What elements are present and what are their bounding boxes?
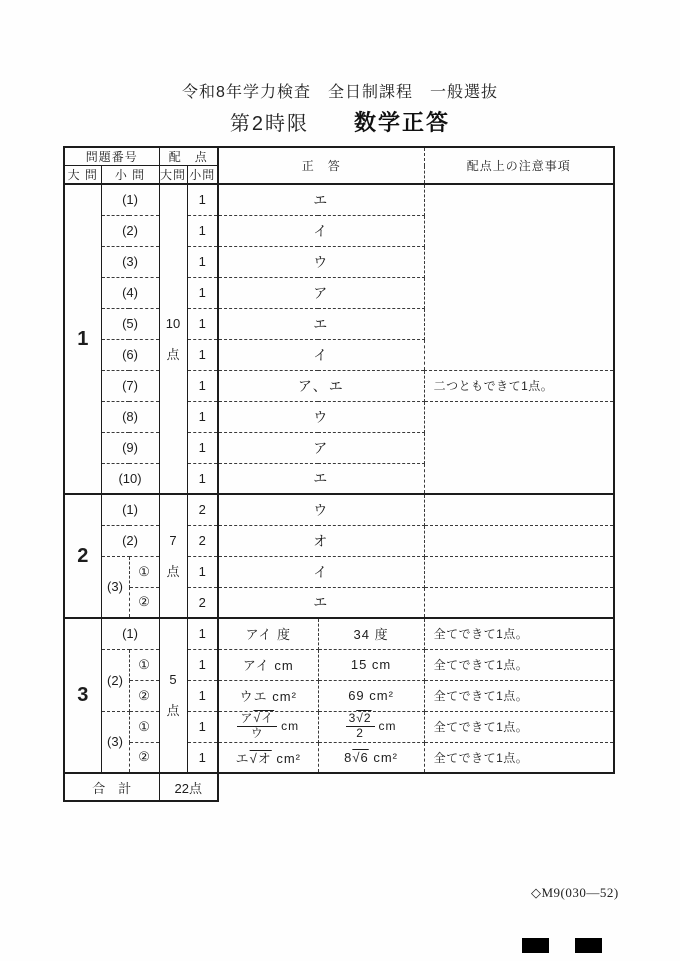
table-row	[64, 370, 614, 401]
question-points: 1	[187, 649, 218, 680]
question-points: 1	[187, 184, 218, 215]
table-row	[64, 742, 614, 773]
answer-label: アイ cm	[218, 649, 318, 680]
subheader-daimon: 大 問	[64, 166, 101, 185]
answer-label: エ√オ cm²	[218, 742, 318, 773]
subheader-shoumon: 小 問	[101, 166, 159, 185]
note-cell: 全てできて1点。	[424, 618, 614, 649]
question-points: 1	[187, 618, 218, 649]
question-label: (4)	[101, 277, 159, 308]
question-points: 1	[187, 463, 218, 494]
subquestion-label: ②	[129, 742, 159, 773]
header-grading-notes: 配点上の注意事項	[424, 147, 614, 184]
answer-value: ウ	[218, 246, 424, 277]
answer-value: 34 度	[318, 618, 424, 649]
table-row	[64, 494, 614, 525]
question-points: 1	[187, 680, 218, 711]
total-row	[64, 773, 614, 801]
note-cell	[424, 556, 614, 587]
header-points: 配 点	[159, 147, 218, 166]
subject-title: 数学正答	[354, 110, 451, 135]
exam-title: 令和8年学力検査 全日制課程 一般選抜	[182, 84, 498, 101]
table-row	[64, 711, 614, 742]
registration-mark	[522, 938, 549, 953]
header-question-number: 問題番号	[64, 147, 159, 166]
table-row	[64, 587, 614, 618]
question-label: (2)	[101, 649, 129, 711]
question-label: (2)	[101, 525, 159, 556]
table-header-row	[64, 147, 614, 166]
question-label: (3)	[101, 711, 129, 773]
answer-label: アイ 度	[218, 618, 318, 649]
note-cell	[424, 494, 614, 525]
subquestion-label: ①	[129, 711, 159, 742]
answer-value: ア	[218, 432, 424, 463]
answer-value: 15 cm	[318, 649, 424, 680]
question-label: (3)	[101, 246, 159, 277]
question-label: (1)	[101, 184, 159, 215]
question-label: (2)	[101, 215, 159, 246]
period-label: 第2時限	[229, 113, 310, 135]
question-label: (7)	[101, 370, 159, 401]
question-points: 2	[187, 494, 218, 525]
total-points: 22点	[159, 773, 218, 801]
question-points: 1	[187, 711, 218, 742]
subquestion-label: ②	[129, 587, 159, 618]
note-cell	[424, 184, 614, 370]
question-label: (9)	[101, 432, 159, 463]
document-code: ◇M9(030—52)	[531, 885, 619, 900]
question-label: (3)	[101, 556, 129, 618]
table-row	[64, 618, 614, 649]
answer-value: ア	[218, 277, 424, 308]
section-points: 5 点	[159, 618, 187, 773]
registration-mark	[575, 938, 602, 953]
question-label: (8)	[101, 401, 159, 432]
answer-label: $\frac{\text{ア√イ}}{\text{ウ}}$ cm	[218, 711, 318, 742]
note-cell: 全てできて1点。	[424, 742, 614, 773]
question-label: (1)	[101, 494, 159, 525]
table-row	[64, 649, 614, 680]
question-label: (5)	[101, 308, 159, 339]
section-points: 7 点	[159, 494, 187, 618]
note-cell: 二つともできて1点。	[424, 370, 614, 401]
table-row	[64, 556, 614, 587]
question-points: 1	[187, 742, 218, 773]
question-points: 1	[187, 215, 218, 246]
question-points: 2	[187, 525, 218, 556]
answer-value: $\frac{3√2}{2}$ cm	[318, 711, 424, 742]
answer-value: エ	[218, 587, 424, 618]
table-row	[64, 401, 614, 432]
question-points: 1	[187, 370, 218, 401]
answer-value: ウ	[218, 401, 424, 432]
question-points: 2	[187, 587, 218, 618]
subquestion-label: ①	[129, 556, 159, 587]
question-points: 1	[187, 556, 218, 587]
answer-label: ウエ cm²	[218, 680, 318, 711]
question-label: (6)	[101, 339, 159, 370]
note-cell: 全てできて1点。	[424, 711, 614, 742]
answer-value: エ	[218, 308, 424, 339]
answer-value: ア、エ	[218, 370, 424, 401]
subheader-points-daimon: 大問	[159, 166, 187, 185]
note-cell	[424, 401, 614, 494]
note-cell: 全てできて1点。	[424, 680, 614, 711]
answer-value: エ	[218, 184, 424, 215]
question-points: 1	[187, 339, 218, 370]
section-points: 10 点	[159, 184, 187, 494]
answer-value: ウ	[218, 494, 424, 525]
header-correct-answer: 正 答	[218, 147, 424, 184]
answer-value: エ	[218, 463, 424, 494]
question-points: 1	[187, 401, 218, 432]
empty-cell	[218, 773, 614, 801]
page-title	[0, 106, 680, 137]
table-row	[64, 525, 614, 556]
answer-value: イ	[218, 339, 424, 370]
answer-value: オ	[218, 525, 424, 556]
answer-value: イ	[218, 215, 424, 246]
question-points: 1	[187, 308, 218, 339]
note-cell	[424, 525, 614, 556]
answer-value: 8√6 cm²	[318, 742, 424, 773]
subquestion-label: ①	[129, 649, 159, 680]
note-cell	[424, 587, 614, 618]
table-row	[64, 680, 614, 711]
question-label: (1)	[101, 618, 159, 649]
section-number: 2	[64, 494, 101, 618]
section-number: 3	[64, 618, 101, 773]
answer-value: イ	[218, 556, 424, 587]
answer-table	[63, 146, 615, 802]
subquestion-label: ②	[129, 680, 159, 711]
note-cell: 全てできて1点。	[424, 649, 614, 680]
answer-value: 69 cm²	[318, 680, 424, 711]
subheader-points-shoumon: 小問	[187, 166, 218, 185]
table-row	[64, 184, 614, 215]
total-label: 合 計	[64, 773, 159, 801]
section-number: 1	[64, 184, 101, 494]
question-points: 1	[187, 246, 218, 277]
question-points: 1	[187, 277, 218, 308]
question-points: 1	[187, 432, 218, 463]
question-label: (10)	[101, 463, 159, 494]
